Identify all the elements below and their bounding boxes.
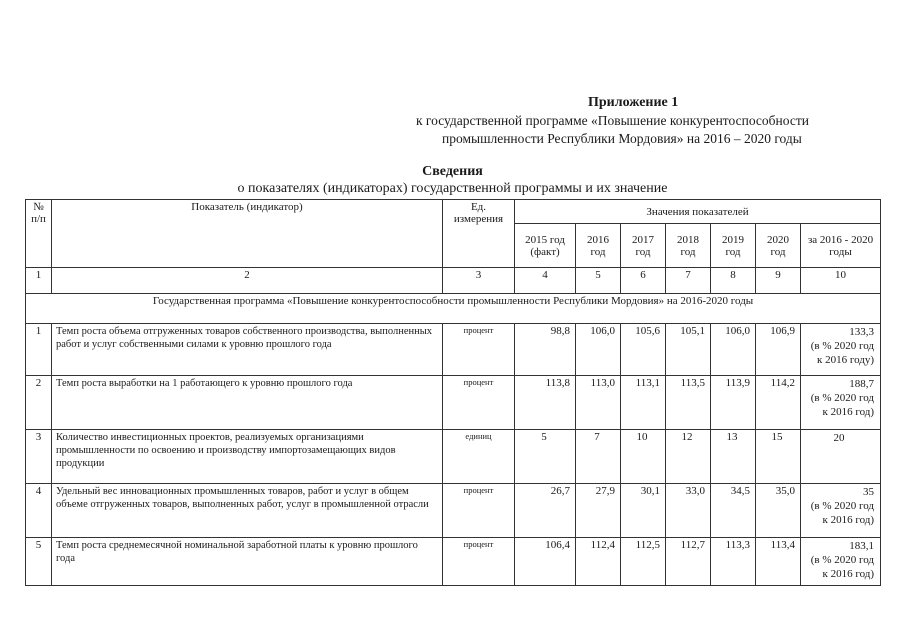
- header-year: 2020 год: [756, 224, 801, 268]
- header-year: 2016 год: [576, 224, 621, 268]
- row-value: 113,9: [711, 376, 756, 430]
- row-indicator: Темп роста объема отгруженных товаров собственного производства, выполненных работ и услуг собственными силами к уровню прошлого года: [52, 324, 443, 376]
- row-total-value: 183,1: [849, 540, 875, 552]
- row-unit: процент: [443, 538, 515, 586]
- row-indicator: Темп роста среднемесячной номинальной заработной платы к уровню прошлого года: [52, 538, 443, 586]
- row-value: 112,5: [621, 538, 666, 586]
- header-year: 2017 год: [621, 224, 666, 268]
- appendix-title: Приложение 1: [588, 95, 679, 110]
- row-value: 106,0: [576, 324, 621, 376]
- row-value: 113,8: [515, 376, 576, 430]
- column-number: 9: [756, 268, 801, 294]
- row-value: 113,1: [621, 376, 666, 430]
- row-value: 35,0: [756, 484, 801, 538]
- column-number: 6: [621, 268, 666, 294]
- column-number: 8: [711, 268, 756, 294]
- header-total: за 2016 - 2020 годы: [801, 224, 881, 268]
- header-unit: Ед. измерения: [443, 200, 515, 268]
- row-value: 98,8: [515, 324, 576, 376]
- row-unit: единиц: [443, 430, 515, 484]
- row-number: 5: [26, 538, 52, 586]
- table-row: [26, 484, 881, 538]
- row-total-note: (в % 2020 год к 2016 год): [810, 554, 875, 580]
- row-value: 10: [621, 430, 666, 484]
- row-value: 106,4: [515, 538, 576, 586]
- column-number: 1: [26, 268, 52, 294]
- section-row: [26, 294, 881, 324]
- row-value: 30,1: [621, 484, 666, 538]
- column-number: 4: [515, 268, 576, 294]
- row-total: [801, 324, 881, 376]
- row-total: [801, 538, 881, 586]
- row-value: 106,0: [711, 324, 756, 376]
- row-total-value: 20: [833, 432, 845, 444]
- row-indicator: Количество инвестиционных проектов, реализуемых организациями промышленности по освоению и производству импортозамещающих видов продукции: [52, 430, 443, 484]
- row-total-note: (в % 2020 год к 2016 году): [810, 340, 875, 366]
- column-number: 3: [443, 268, 515, 294]
- column-number: 2: [52, 268, 443, 294]
- row-value: 113,0: [576, 376, 621, 430]
- row-value: 112,4: [576, 538, 621, 586]
- row-value: 13: [711, 430, 756, 484]
- row-number: 1: [26, 324, 52, 376]
- document-subtitle: о показателях (индикаторах) государственной программы и их значение: [237, 181, 668, 196]
- row-indicator: Удельный вес инновационных промышленных товаров, работ и услуг в общем объеме отгруженных товаров, выполненных работ, услуг в промышленной отрасли: [52, 484, 443, 538]
- appendix-line-2: промышленности Республики Мордовия» на 2016 – 2020 годы: [442, 131, 802, 146]
- table-row: [26, 538, 881, 586]
- header-num: № п/п: [26, 200, 52, 268]
- row-value: 106,9: [756, 324, 801, 376]
- row-value: 7: [576, 430, 621, 484]
- row-value: 26,7: [515, 484, 576, 538]
- row-value: 27,9: [576, 484, 621, 538]
- row-value: 12: [666, 430, 711, 484]
- header-indicator: Показатель (индикатор): [52, 200, 443, 268]
- row-value: 15: [756, 430, 801, 484]
- section-title: Государственная программа «Повышение конкурентоспособности промышленности Республики Мордовия» на 2016-2020 годы: [26, 294, 881, 324]
- column-numbers-row: [26, 268, 881, 294]
- table-row: [26, 430, 881, 484]
- row-value: 113,5: [666, 376, 711, 430]
- row-total-value: 133,3: [849, 326, 875, 338]
- row-total: [801, 376, 881, 430]
- row-value: 114,2: [756, 376, 801, 430]
- row-value: 33,0: [666, 484, 711, 538]
- row-value: 105,6: [621, 324, 666, 376]
- column-number: 10: [801, 268, 881, 294]
- appendix-line-1: к государственной программе «Повышение конкурентоспособности: [416, 113, 809, 128]
- row-value: 113,4: [756, 538, 801, 586]
- row-number: 4: [26, 484, 52, 538]
- row-total: [801, 484, 881, 538]
- header-year: 2018 год: [666, 224, 711, 268]
- row-value: 34,5: [711, 484, 756, 538]
- column-number: 7: [666, 268, 711, 294]
- row-indicator: Темп роста выработки на 1 работающего к уровню прошлого года: [52, 376, 443, 430]
- row-value: 105,1: [666, 324, 711, 376]
- row-value: 113,3: [711, 538, 756, 586]
- row-total-note: (в % 2020 год к 2016 год): [810, 500, 875, 526]
- row-total-value: 35: [863, 486, 875, 498]
- document-title: Сведения: [422, 164, 483, 179]
- row-unit: процент: [443, 376, 515, 430]
- row-total: [801, 430, 881, 484]
- row-value: 112,7: [666, 538, 711, 586]
- row-unit: процент: [443, 484, 515, 538]
- table-row: [26, 376, 881, 430]
- column-number: 5: [576, 268, 621, 294]
- header-year: 2019 год: [711, 224, 756, 268]
- row-value: 5: [515, 430, 576, 484]
- table-row: [26, 324, 881, 376]
- header-year: 2015 год (факт): [515, 224, 576, 268]
- row-number: 3: [26, 430, 52, 484]
- header-values: Значения показателей: [515, 200, 881, 224]
- row-total-value: 188,7: [849, 378, 875, 390]
- indicators-table: [25, 199, 881, 586]
- row-number: 2: [26, 376, 52, 430]
- row-total-note: (в % 2020 год к 2016 год): [810, 392, 875, 418]
- row-unit: процент: [443, 324, 515, 376]
